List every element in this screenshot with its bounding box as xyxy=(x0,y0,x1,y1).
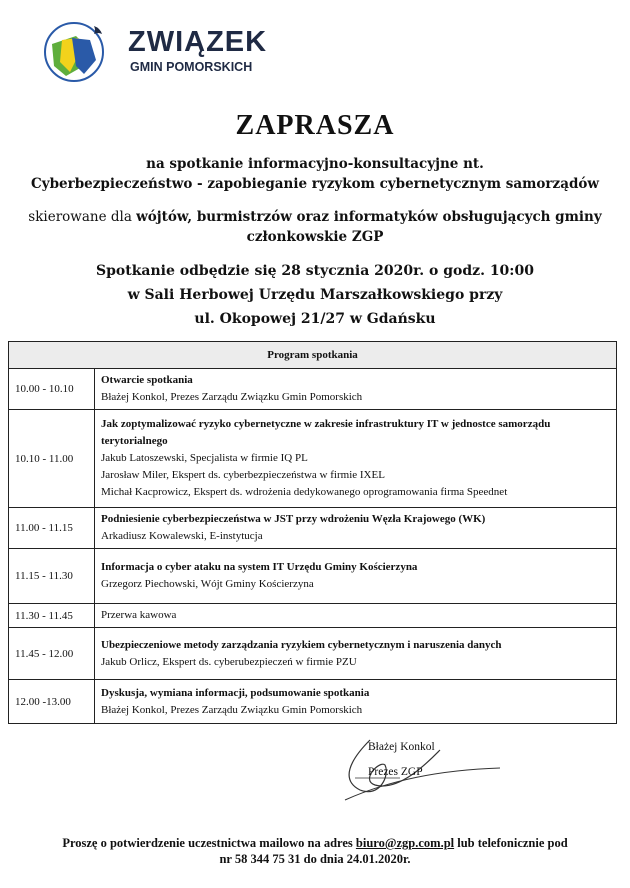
row-speaker: Jakub Orlicz, Ekspert ds. cyberubezpieczeń w firmie PZU xyxy=(101,655,357,668)
row-desc xyxy=(95,369,617,410)
logo-emblem-icon xyxy=(44,22,126,82)
footer-prefix: Proszę o potwierdzenie uczestnictwa mailowo na adres xyxy=(62,836,356,850)
table-row xyxy=(9,680,617,724)
intro-line-3-bold: wójtów, burmistrzów oraz informatyków obsługujących gminy xyxy=(136,209,602,225)
intro-line-3-prefix: skierowane dla xyxy=(28,209,137,225)
intro-line-1: na spotkanie informacyjno-konsultacyjne nt. xyxy=(146,156,484,172)
row-title: Ubezpieczeniowe metody zarządzania ryzykiem cybernetycznym i naruszenia danych xyxy=(101,638,502,651)
row-title: Otwarcie spotkania xyxy=(101,374,193,386)
row-speaker: Błażej Konkol, Prezes Zarządu Związku Gmin Pomorskich xyxy=(101,391,363,403)
row-speaker: Przerwa kawowa xyxy=(101,609,177,621)
row-speaker: Arkadiusz Kowalewski, E-instytucja xyxy=(101,530,263,542)
logo-subtitle: GMIN POMORSKICH xyxy=(130,60,253,74)
table-row xyxy=(9,508,617,549)
row-desc xyxy=(95,604,617,628)
row-desc xyxy=(95,628,617,680)
table-row xyxy=(9,549,617,604)
signature-role: Prezes ZGP xyxy=(368,766,423,778)
footer-suffix: lub telefonicznie pod xyxy=(454,836,568,850)
row-time: 12.00 -13.00 xyxy=(9,680,95,724)
row-title: Podniesienie cyberbezpieczeństwa w JST przy wdrożeniu Węzła Krajowego (WK) xyxy=(101,513,486,525)
row-speaker: Jakub Latoszewski, Specjalista w firmie IQ PL xyxy=(101,452,308,464)
page-title: ZAPRASZA xyxy=(235,110,395,141)
zgp-logo xyxy=(44,22,268,82)
row-time: 10.10 - 11.00 xyxy=(9,410,95,508)
row-time: 11.45 - 12.00 xyxy=(9,628,95,680)
row-desc xyxy=(95,680,617,724)
row-desc xyxy=(95,410,617,508)
handwritten-signature-icon xyxy=(330,720,510,810)
table-row xyxy=(9,410,617,508)
program-header: Program spotkania xyxy=(9,342,617,369)
row-speaker: Grzegorz Piechowski, Wójt Gminy Kościerzyna xyxy=(101,578,314,590)
row-time: 11.30 - 11.45 xyxy=(9,604,95,628)
footer-line-2: nr 58 344 75 31 do dnia 24.01.2020r. xyxy=(219,852,411,866)
table-row xyxy=(9,628,617,680)
table-row xyxy=(9,369,617,410)
row-speaker: Jarosław Miler, Ekspert ds. cyberbezpieczeństwa w firmie IXEL xyxy=(101,469,385,481)
row-speaker: Błażej Konkol, Prezes Zarządu Związku Gmin Pomorskich xyxy=(101,703,363,716)
row-time: 11.15 - 11.30 xyxy=(9,549,95,604)
logo-title: ZWIĄZEK xyxy=(128,26,268,58)
row-desc xyxy=(95,549,617,604)
table-row xyxy=(9,604,617,628)
intro-line-3 xyxy=(0,209,630,225)
meeting-line-1: Spotkanie odbędzie się 28 stycznia 2020r. o godz. 10:00 xyxy=(96,263,534,279)
intro-line-2: Cyberbezpieczeństwo - zapobieganie ryzykom cybernetycznym samorządów xyxy=(30,176,600,192)
footer-line-1 xyxy=(0,836,630,851)
row-time: 11.00 - 11.15 xyxy=(9,508,95,549)
row-title: Dyskusja, wymiana informacji, podsumowanie spotkania xyxy=(101,686,370,699)
row-desc xyxy=(95,508,617,549)
row-title: Jak zoptymalizować ryzyko cybernetyczne w zakresie infrastruktury IT w jednostce samorządu terytorialnego xyxy=(101,418,551,447)
program-table xyxy=(8,341,617,724)
signature-name: Błażej Konkol xyxy=(368,741,435,753)
row-speaker: Michał Kacprowicz, Ekspert ds. wdrożenia dedykowanego oprogramowania firma Speednet xyxy=(101,486,508,498)
intro-line-4: członkowskie ZGP xyxy=(246,229,384,245)
row-time: 10.00 - 10.10 xyxy=(9,369,95,410)
email-link[interactable]: biuro@zgp.com.pl xyxy=(355,836,455,850)
row-title: Informacja o cyber ataku na system IT Urzędu Gminy Kościerzyna xyxy=(101,561,418,573)
meeting-line-3: ul. Okopowej 21/27 w Gdańsku xyxy=(194,311,436,327)
meeting-line-2: w Sali Herbowej Urzędu Marszałkowskiego przy xyxy=(127,287,503,303)
